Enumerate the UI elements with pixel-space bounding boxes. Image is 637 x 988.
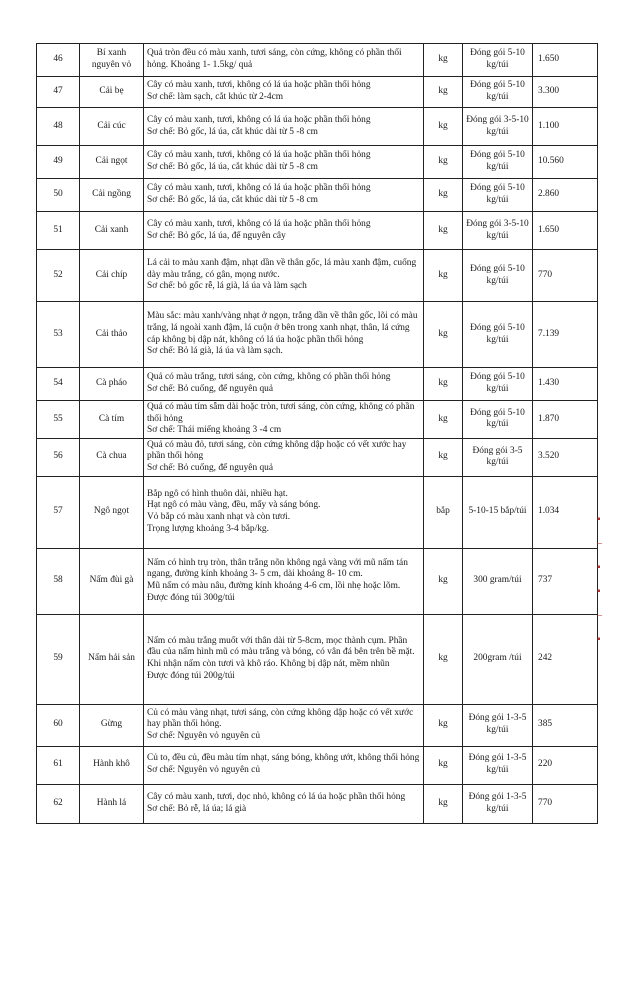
row-number: 60: [37, 704, 80, 746]
unit-cell: kg: [424, 438, 463, 476]
product-description: [144, 746, 424, 784]
packaging-cell: Đóng gói 5-10 kg/túi: [463, 302, 533, 368]
quantity-cell: 2.860: [533, 179, 598, 212]
row-number: 47: [37, 77, 80, 108]
unit-cell: kg: [424, 704, 463, 746]
description-line: Sơ chế: Bỏ cuống, để nguyên quả: [147, 462, 274, 473]
packaging-cell: Đóng gói 1-3-5 kg/túi: [463, 784, 533, 823]
product-name: Cải ngọt: [80, 146, 144, 179]
product-description: [144, 250, 424, 302]
description-line: Sơ chế: Bỏ gốc, lá úa, cắt khúc dài từ 5 -8 cm: [147, 195, 318, 205]
description-line: Màu sắc: màu xanh/vàng nhạt ở ngọn, trắng dần về thân gốc, lõi có màu trắng, lá ngoài xanh đậm, lá cuộn ở bên trong xanh nhạt, thân, lá cứng cáp không bị dập nát, không có lá úa hoặc phần thối hỏng: [147, 311, 418, 345]
description-line: Quả tròn đều có màu xanh, tươi sáng, còn cứng, không có phần thối hỏng. Khoảng 1- 1.5kg/ quả: [147, 48, 402, 70]
product-description: [144, 548, 424, 614]
unit-cell: kg: [424, 212, 463, 250]
quantity-cell: 10.560: [533, 146, 598, 179]
product-description: [144, 302, 424, 368]
description-line: Khi nhận nấm còn tươi và khô ráo. Không bị dập nát, mềm nhũn: [147, 659, 390, 670]
product-name: Cải xanh: [80, 212, 144, 250]
table-row: [37, 179, 598, 212]
description-line: Quả có màu đỏ, tươi sáng, còn cứng không dập hoặc có vết xước hay phần thối hỏng: [147, 439, 407, 462]
unit-cell: kg: [424, 401, 463, 439]
unit-cell: kg: [424, 146, 463, 179]
description-line: Nấm có màu trắng muốt với thân dài từ 5-8cm, mọc thành cụm. Phần đầu của nấm hình mũ có màu trắng và bóng, có vân đá bên trên bề mặt.: [147, 635, 415, 658]
product-name: Bí xanh nguyên vỏ: [80, 44, 144, 77]
table-row: [37, 108, 598, 146]
row-number: 53: [37, 302, 80, 368]
description-line: Sơ chế: Nguyên vỏ nguyên củ: [147, 765, 261, 776]
table-row: [37, 476, 598, 548]
packaging-cell: 200gram /túi: [463, 614, 533, 704]
row-number: 46: [37, 44, 80, 77]
description-line: Sơ chế: Bỏ gốc, lá úa, cắt khúc dài từ 5 -8 cm: [147, 162, 318, 172]
packaging-cell: Đóng gói 5-10 kg/túi: [463, 401, 533, 439]
description-line: Cây có màu xanh, tươi, dọc nhỏ, không có lá úa hoặc phần thối hỏng: [147, 791, 406, 802]
product-description: [144, 401, 424, 439]
packaging-cell: Đóng gói 5-10 kg/túi: [463, 146, 533, 179]
description-line: Quả có màu tím sẫm dài hoặc tròn, tươi sáng, còn cứng, không có phần thối hỏng: [147, 402, 415, 424]
description-line: Được đóng túi 200g/túi: [147, 670, 235, 681]
product-description: [144, 108, 424, 146]
table-row: [37, 368, 598, 401]
product-name: Nấm đùi gà: [80, 548, 144, 614]
product-description: [144, 44, 424, 77]
row-number: 55: [37, 401, 80, 439]
table-row: [37, 146, 598, 179]
packaging-cell: Đóng gói 5-10 kg/túi: [463, 250, 533, 302]
description-line: Sơ chế: Nguyên vỏ nguyên củ: [147, 730, 261, 741]
unit-cell: kg: [424, 179, 463, 212]
quantity-cell: 220: [533, 746, 598, 784]
product-name: Cà chua: [80, 438, 144, 476]
table-row: [37, 250, 598, 302]
quantity-cell: 737: [533, 548, 598, 614]
table-row: [37, 704, 598, 746]
unit-cell: kg: [424, 250, 463, 302]
product-name: Cà pháo: [80, 368, 144, 401]
product-name: Cải chíp: [80, 250, 144, 302]
description-line: Củ to, đều củ, đều màu tím nhạt, sáng bóng, không ướt, không thối hỏng: [147, 753, 420, 764]
packaging-cell: Đóng gói 3-5-10 kg/túi: [463, 212, 533, 250]
table-row: [37, 212, 598, 250]
product-description: [144, 438, 424, 476]
packaging-cell: Đóng gói 1-3-5 kg/túi: [463, 746, 533, 784]
table-row: [37, 614, 598, 704]
packaging-cell: Đóng gói 1-3-5 kg/túi: [463, 704, 533, 746]
table-row: [37, 438, 598, 476]
quantity-cell: 385: [533, 704, 598, 746]
description-line: Mũ nấm có màu nâu, đường kính khoảng 4-6 cm, lồi nhẹ hoặc lõm.: [147, 581, 401, 592]
quantity-cell: 770: [533, 250, 598, 302]
product-name: Gừng: [80, 704, 144, 746]
unit-cell: kg: [424, 302, 463, 368]
description-line: Nấm có hình trụ tròn, thân trắng nõn không ngả vàng với mũ nấm tán ngang, đường kính khoảng 3- 5 cm, dài khoảng 8- 10 cm.: [147, 557, 408, 580]
description-line: Cây có màu xanh, tươi, không có lá úa hoặc phần thối hỏng: [147, 218, 371, 229]
quantity-cell: 1.100: [533, 108, 598, 146]
product-name: Cải cúc: [80, 108, 144, 146]
product-description: [144, 77, 424, 108]
quantity-cell: 770: [533, 784, 598, 823]
product-description: [144, 704, 424, 746]
description-line: Sơ chế: Bỏ rễ, lá úa; lá già: [147, 803, 247, 814]
description-line: Sơ chế: làm sạch, cắt khúc từ 2-4cm: [147, 92, 284, 102]
row-number: 51: [37, 212, 80, 250]
description-line: Cây có màu xanh, tươi, không có lá úa hoặc phần thối hỏng: [147, 150, 371, 161]
product-description: [144, 212, 424, 250]
product-description: [144, 146, 424, 179]
quantity-cell: 1.034: [533, 476, 598, 548]
quantity-cell: 7.139: [533, 302, 598, 368]
table-row: [37, 746, 598, 784]
unit-cell: kg: [424, 548, 463, 614]
quantity-cell: 3.520: [533, 438, 598, 476]
description-line: Được đóng túi 300g/túi: [147, 592, 235, 603]
description-line: Sơ chế: Bỏ gốc, lá úa, để nguyên cây: [147, 230, 286, 241]
description-line: Cây có màu xanh, tươi, không có lá úa hoặc phần thối hỏng: [147, 183, 371, 194]
product-description: [144, 784, 424, 823]
quantity-cell: 1.430: [533, 368, 598, 401]
product-name: Cải bẹ: [80, 77, 144, 108]
description-line: Sơ chế: Bỏ cuống, để nguyên quả: [147, 384, 274, 394]
unit-cell: kg: [424, 784, 463, 823]
description-line: Vỏ bắp có màu xanh nhạt và còn tươi.: [147, 512, 291, 523]
description-line: Củ có màu vàng nhạt, tươi sáng, còn cứng không dập hoặc có vết xước hay phần thối hỏng.: [147, 707, 414, 730]
description-line: Cây có màu xanh, tươi, không có lá úa hoặc phần thối hỏng: [147, 80, 371, 91]
row-number: 50: [37, 179, 80, 212]
row-number: 54: [37, 368, 80, 401]
product-description: [144, 614, 424, 704]
product-description: [144, 179, 424, 212]
description-line: Sơ chế: Thái miếng khoảng 3 -4 cm: [147, 425, 282, 436]
quantity-cell: 242: [533, 614, 598, 704]
quantity-cell: 1.870: [533, 401, 598, 439]
table-row: [37, 44, 598, 77]
description-line: Hạt ngô có màu vàng, đều, mẩy và sáng bóng.: [147, 500, 321, 511]
packaging-cell: Đóng gói 5-10 kg/túi: [463, 44, 533, 77]
packaging-cell: 300 gram/túi: [463, 548, 533, 614]
table-row: [37, 302, 598, 368]
product-name: Ngô ngọt: [80, 476, 144, 548]
row-number: 56: [37, 438, 80, 476]
product-name: Nấm hải sản: [80, 614, 144, 704]
description-line: Sơ chế: Bỏ lá già, lá úa và làm sạch.: [147, 346, 283, 357]
packaging-cell: Đóng gói 5-10 kg/túi: [463, 77, 533, 108]
description-line: Sơ chế: Bỏ gốc, lá úa, cắt khúc dài từ 5 -8 cm: [147, 126, 318, 137]
row-number: 57: [37, 476, 80, 548]
packaging-cell: Đóng gói 5-10 kg/túi: [463, 179, 533, 212]
table-row: [37, 77, 598, 108]
quantity-cell: 3.300: [533, 77, 598, 108]
product-description: [144, 368, 424, 401]
product-name: Hành khô: [80, 746, 144, 784]
description-line: Bắp ngô có hình thuôn dài, nhiều hạt.: [147, 488, 288, 499]
row-number: 61: [37, 746, 80, 784]
product-name: Cà tím: [80, 401, 144, 439]
row-number: 59: [37, 614, 80, 704]
unit-cell: kg: [424, 44, 463, 77]
margin-stamp-marks: ▪ – ▪ ▪ – ▪: [597, 514, 602, 645]
product-name: Cải thảo: [80, 302, 144, 368]
table-row: [37, 548, 598, 614]
description-line: Quả có màu trắng, tươi sáng, còn cứng, không có phần thối hỏng: [147, 372, 391, 383]
table-row: [37, 784, 598, 823]
unit-cell: kg: [424, 368, 463, 401]
product-table: [36, 43, 598, 824]
table-row: [37, 401, 598, 439]
packaging-cell: Đóng gói 3-5 kg/túi: [463, 438, 533, 476]
row-number: 48: [37, 108, 80, 146]
row-number: 58: [37, 548, 80, 614]
description-line: Trọng lượng khoảng 3-4 bắp/kg.: [147, 523, 269, 534]
unit-cell: kg: [424, 746, 463, 784]
packaging-cell: 5-10-15 bắp/túi: [463, 476, 533, 548]
quantity-cell: 1.650: [533, 44, 598, 77]
product-name: Hành lá: [80, 784, 144, 823]
unit-cell: bắp: [424, 476, 463, 548]
table-body: [37, 44, 598, 824]
unit-cell: kg: [424, 108, 463, 146]
product-name: Cải ngồng: [80, 179, 144, 212]
description-line: Lá cải to màu xanh đậm, nhạt dần về thân gốc, lá màu xanh đậm, cuống dày màu trắng, có gân, mọng nước.: [147, 258, 417, 280]
description-line: Sơ chế: bỏ gốc rễ, lá già, lá úa và làm sạch: [147, 281, 307, 292]
unit-cell: kg: [424, 77, 463, 108]
row-number: 52: [37, 250, 80, 302]
unit-cell: kg: [424, 614, 463, 704]
product-description: [144, 476, 424, 548]
row-number: 62: [37, 784, 80, 823]
row-number: 49: [37, 146, 80, 179]
packaging-cell: Đóng gói 3-5-10 kg/túi: [463, 108, 533, 146]
quantity-cell: 1.650: [533, 212, 598, 250]
description-line: Cây có màu xanh, tươi, không có lá úa hoặc phần thối hỏng: [147, 114, 371, 125]
packaging-cell: Đóng gói 5-10 kg/túi: [463, 368, 533, 401]
